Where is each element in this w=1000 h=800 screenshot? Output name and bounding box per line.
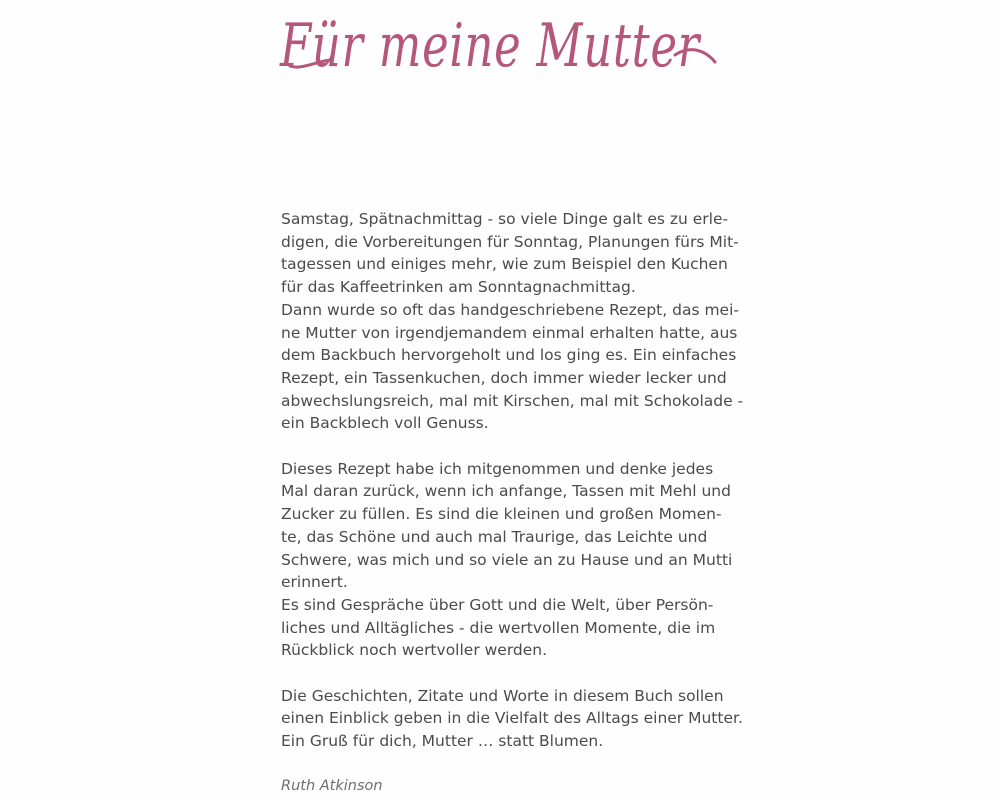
text-line: Samstag, Spätnachmittag - so viele Dinge galt es zu erle- <box>281 210 729 228</box>
text-line: Schwere, was mich und so viele an zu Hause und an Mutti <box>281 550 733 569</box>
text-line: tagessen und einiges mehr, wie zum Beispiel den Kuchen <box>281 255 728 274</box>
paragraph-gap <box>281 662 731 685</box>
text-line: Mal daran zurück, wenn ich anfange, Tassen mit Mehl und <box>281 482 731 501</box>
text-line: Ein Gruß für dich, Mutter … statt Blumen. <box>281 732 604 751</box>
text-line: Rückblick noch wertvoller werden. <box>281 641 548 660</box>
text-line: erinnert. <box>281 573 348 592</box>
text-line: dem Backbuch hervorgeholt und los ging es. Ein einfaches <box>281 346 737 365</box>
text-line: liches und Alltägliches - die wertvollen Momente, die im <box>281 618 716 637</box>
text-line: für das Kaffeetrinken am Sonntagnachmittag. <box>281 278 636 297</box>
page-title: Für meine Mutter <box>279 11 702 81</box>
text-line: ein Backblech voll Genuss. <box>281 414 489 433</box>
text-line: Rezept, ein Tassenkuchen, doch immer wieder lecker und <box>281 368 727 387</box>
author-name: Ruth Atkinson <box>281 778 383 794</box>
paragraph <box>281 208 744 435</box>
text-line: abwechslungsreich, mal mit Kirschen, mal mit Schokolade - <box>281 391 744 410</box>
title-lettering <box>270 0 730 90</box>
text-line: Zucker zu füllen. Es sind die kleinen und großen Momen- <box>281 505 722 524</box>
text-line: Es sind Gespräche über Gott und die Welt, über Persön- <box>281 595 714 614</box>
dedication-text <box>281 208 744 753</box>
paragraph-gap <box>281 435 731 458</box>
text-line: ne Mutter von irgendjemandem einmal erhalten hatte, aus <box>281 323 738 342</box>
text-line: Dieses Rezept habe ich mitgenommen und denke jedes <box>281 459 714 478</box>
text-line: Dann wurde so oft das handgeschriebene Rezept, das mei- <box>281 300 739 319</box>
text-line: einen Einblick geben in die Vielfalt des Alltags einer Mutter. <box>281 709 743 728</box>
paragraph <box>281 458 731 662</box>
text-line: Die Geschichten, Zitate und Worte in diesem Buch sollen <box>281 686 724 705</box>
paragraph <box>281 685 743 753</box>
text-line: te, das Schöne und auch mal Traurige, das Leichte und <box>281 527 708 546</box>
text-line: digen, die Vorbereitungen für Sonntag, Planungen fürs Mit- <box>281 232 739 251</box>
